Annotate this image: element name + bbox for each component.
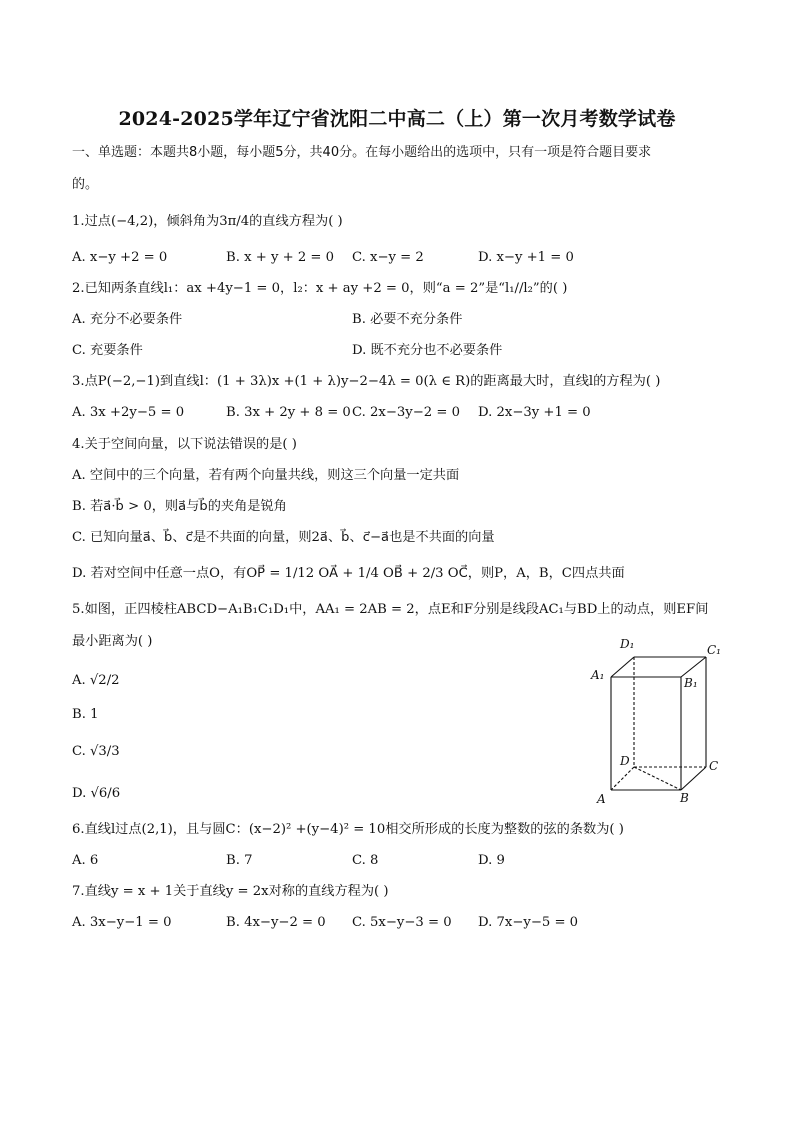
question-3-option-c: C. 2x−3y−2 = 0 [352, 405, 460, 420]
question-6-option-b: B. 7 [226, 853, 253, 868]
vertex-label-a: A [597, 792, 606, 806]
question-2-option-c: C. 充要条件 [72, 343, 143, 358]
vertex-label-c: C [709, 759, 719, 773]
question-4-option-c: C. 已知向量a⃗、b⃗、c⃗是不共面的向量，则2a⃗、b⃗、c⃗−a⃗也是不共面的向量 [72, 530, 495, 545]
question-5-option-c: C. √3/3 [72, 744, 120, 759]
diagonal-b-d-hidden [634, 767, 681, 790]
edge-b1-c1 [681, 657, 706, 677]
question-4-option-a: A. 空间中的三个向量，若有两个向量共线，则这三个向量一定共面 [72, 468, 460, 483]
question-2-stem: 2.已知两条直线l₁：ax +4y−1 = 0，l₂：x + ay +2 = 0，则“a = 2”是“l₁//l₂”的( ) [72, 281, 568, 296]
edge-d1-a1 [611, 657, 634, 677]
question-2-option-a: A. 充分不必要条件 [72, 312, 183, 327]
question-7-option-a: A. 3x−y−1 = 0 [72, 915, 172, 930]
question-4-option-b: B. 若a⃗·b⃗ > 0，则a⃗与b⃗的夹角是锐角 [72, 499, 287, 514]
question-6-option-d: D. 9 [478, 853, 505, 868]
question-5-option-a: A. √2/2 [72, 673, 120, 688]
exam-title: 2024-2025学年辽宁省沈阳二中高二（上）第一次月考数学试卷 [118, 108, 676, 130]
vertex-label-b: B [680, 791, 689, 805]
section-header-line-2: 的。 [72, 177, 99, 192]
vertex-label-d1: D₁ [620, 637, 635, 651]
question-1-option-d: D. x−y +1 = 0 [478, 250, 574, 265]
vertex-label-b1: B₁ [684, 676, 698, 690]
question-7-option-b: B. 4x−y−2 = 0 [226, 915, 326, 930]
vertex-label-d: D [620, 754, 630, 768]
question-5-stem-line-2: 最小距离为( ) [72, 634, 153, 649]
question-6-option-a: A. 6 [72, 853, 99, 868]
question-3-option-a: A. 3x +2y−5 = 0 [72, 405, 185, 420]
prism-figure [586, 632, 726, 807]
question-1-stem: 1.过点(−4,2)，倾斜角为3π/4的直线方程为( ) [72, 214, 343, 229]
question-4-stem: 4.关于空间向量，以下说法错误的是( ) [72, 437, 297, 452]
question-6-stem: 6.直线l过点(2,1)，且与圆C：(x−2)² +(y−4)² = 10相交所形成的长度为整数的弦的条数为( ) [72, 822, 624, 837]
question-6-option-c: C. 8 [352, 853, 379, 868]
question-3-option-b: B. 3x + 2y + 8 = 0 [226, 405, 351, 420]
vertex-label-a1: A₁ [591, 668, 605, 682]
section-header-line-1: 一、单选题：本题共8小题，每小题5分，共40分。在每小题给出的选项中，只有一项是符合题目要求 [72, 145, 652, 160]
question-2-option-b: B. 必要不充分条件 [352, 312, 463, 327]
question-3-stem: 3.点P(−2,−1)到直线l：(1 + 3λ)x +(1 + λ)y−2−4λ = 0(λ ∈ R)的距离最大时，直线l的方程为( ) [72, 374, 661, 389]
question-1-option-a: A. x−y +2 = 0 [72, 250, 168, 265]
question-1-option-b: B. x + y + 2 = 0 [226, 250, 335, 265]
question-5-option-b: B. 1 [72, 707, 99, 722]
question-3-option-d: D. 2x−3y +1 = 0 [478, 405, 591, 420]
question-4-option-d: D. 若对空间中任意一点O，有OP⃗ = 1/12 OA⃗ + 1/4 OB⃗ + 2/3 OC⃗，则P，A，B，C四点共面 [72, 566, 625, 581]
question-5-option-d: D. √6/6 [72, 786, 121, 801]
question-7-option-d: D. 7x−y−5 = 0 [478, 915, 579, 930]
edge-b-c [681, 767, 706, 790]
question-2-option-d: D. 既不充分也不必要条件 [352, 343, 503, 358]
question-7-stem: 7.直线y = x + 1关于直线y = 2x对称的直线方程为( ) [72, 884, 389, 899]
vertex-label-c1: C₁ [707, 643, 721, 657]
question-1-option-c: C. x−y = 2 [352, 250, 424, 265]
edge-d-a-hidden [611, 767, 634, 790]
question-5-stem-line-1: 5.如图，正四棱柱ABCD−A₁B₁C₁D₁中，AA₁ = 2AB = 2，点E和F分别是线段AC₁与BD上的动点，则EF间 [72, 602, 709, 617]
question-7-option-c: C. 5x−y−3 = 0 [352, 915, 452, 930]
